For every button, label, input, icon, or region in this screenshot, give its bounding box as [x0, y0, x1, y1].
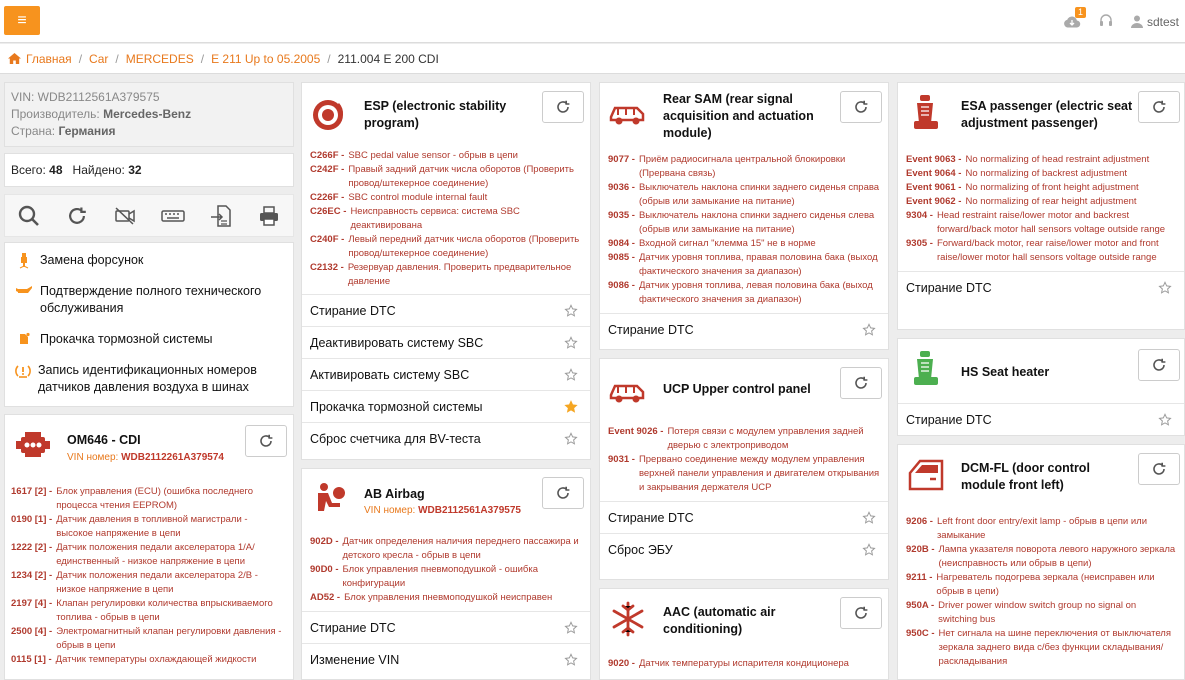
search-icon — [17, 204, 41, 228]
action-item[interactable] — [302, 294, 590, 326]
home-icon — [8, 53, 21, 64]
ecu-card-aac — [599, 588, 889, 680]
dtc-description: Датчик положения педали акселератора 2/В - низкое напряжение в цепи — [56, 570, 258, 595]
dtc-row — [906, 237, 1176, 265]
import-file-icon — [210, 204, 232, 228]
dtc-row — [608, 251, 880, 279]
snowflake-icon — [608, 599, 648, 639]
ecu-title: DCM-FL (door control module front left) — [961, 461, 1090, 492]
dtc-row — [11, 653, 285, 667]
oil-can-icon — [15, 283, 33, 296]
action-list — [302, 611, 590, 675]
import-button[interactable] — [205, 200, 237, 232]
star-icon[interactable] — [564, 304, 578, 318]
breadcrumb-current: 211.004 E 200 CDI — [337, 51, 439, 66]
star-icon[interactable] — [564, 368, 578, 382]
dtc-description: Driver power window switch group no signal on switching bus — [938, 600, 1137, 625]
action-label: Стирание DTC — [906, 280, 992, 295]
breadcrumb-brand[interactable]: MERCEDES — [125, 51, 194, 66]
dtc-list — [302, 529, 590, 611]
dtc-description: Forward/back motor, rear raise/lower motor and front raise/lower motor hall sensors voltage outside range — [936, 238, 1159, 263]
dtc-code: C240F - — [310, 234, 345, 245]
top-bar — [0, 0, 1185, 43]
dtc-description: Датчик давления в топливной магистрали - высокое напряжение в цепи — [56, 514, 248, 539]
ecu-vin: VIN номер: WDB2112561A379575 — [364, 505, 521, 516]
found-count: 32 — [128, 163, 142, 177]
refresh-all-button[interactable] — [61, 200, 93, 232]
dtc-description: SBC pedal value sensor - обрыв в цепи — [348, 150, 518, 161]
dtc-code: 9084 - — [608, 238, 635, 249]
dtc-row — [608, 237, 880, 251]
dtc-code: AD52 - — [310, 592, 341, 603]
dtc-description: Датчик положения педали акселератора 1/А/ единственный - низкое напряжение в цепи — [56, 542, 255, 567]
dtc-code: C26EC - — [310, 206, 347, 217]
action-label: Сброс ЭБУ — [608, 542, 673, 557]
ecu-title: UCP Upper control panel — [663, 382, 811, 396]
print-button[interactable] — [253, 200, 285, 232]
dtc-description: Блок управления пневмоподушкой неисправен — [344, 592, 553, 603]
refresh-button[interactable] — [245, 425, 287, 457]
action-item[interactable] — [600, 501, 888, 533]
dtc-list — [898, 147, 1184, 271]
dtc-row — [906, 515, 1176, 543]
dtc-description: Блок управления (ECU) (ошибка последнего процесса чтения EEPROM) — [56, 486, 254, 511]
ecu-title: ESA passenger (electric seat adjustment passenger) — [961, 99, 1133, 130]
car-door-icon — [906, 455, 946, 495]
action-list — [600, 313, 888, 345]
dtc-row — [608, 453, 880, 495]
dtc-description: Лампа указателя поворота левого наружного зеркала (неисправность или обрыв в цепи) — [938, 544, 1176, 569]
dtc-description: Датчик температуры испарителя кондиционера — [638, 658, 849, 669]
dtc-description: Левый передний датчик числа оборотов (Проверить провод/штекерное соединение) — [348, 234, 580, 259]
action-item[interactable] — [600, 313, 888, 345]
dtc-code: 950A - — [906, 600, 935, 611]
dtc-code: 9020 - — [608, 658, 635, 669]
action-list — [302, 294, 590, 454]
dtc-code: 9085 - — [608, 252, 635, 263]
dtc-row — [11, 569, 285, 597]
action-item[interactable] — [898, 271, 1184, 303]
dtc-row — [310, 535, 582, 563]
dtc-code: C242F - — [310, 164, 345, 175]
action-item[interactable] — [302, 643, 590, 675]
user-icon — [1131, 15, 1143, 28]
cloud-download-button[interactable] — [1063, 6, 1083, 29]
dtc-description: Датчик уровня топлива, левая половина бака (выход фактического значения за диапазон) — [638, 280, 873, 305]
dtc-row — [608, 209, 880, 237]
action-label: Прокачка тормозной системы — [310, 399, 483, 414]
ecu-title: Rear SAM (rear signal acquisition and actuation module) — [663, 92, 814, 140]
dtc-code: 9035 - — [608, 210, 635, 221]
dtc-row — [310, 149, 582, 163]
dtc-row — [906, 571, 1176, 599]
ecu-title: AB Airbag — [364, 487, 425, 501]
action-item[interactable] — [898, 403, 1184, 435]
dtc-code: 0115 [1] - — [11, 654, 52, 665]
refresh-button[interactable] — [1138, 91, 1180, 123]
dtc-code: 9031 - — [608, 454, 635, 465]
ecu-card-ucp — [599, 358, 889, 580]
dtc-row — [11, 513, 285, 541]
count-panel — [4, 153, 294, 187]
dtc-description: Электромагнитный клапан регулировки давления - обрыв в цепи — [56, 626, 282, 651]
dtc-description: Приём радиосигнала центральной блокировки (Прервана связь) — [638, 154, 846, 179]
breadcrumb-model[interactable]: E 211 Up to 05.2005 — [211, 51, 321, 66]
procedure-item-injectors[interactable] — [5, 245, 293, 276]
refresh-button[interactable] — [542, 91, 584, 123]
star-filled-icon[interactable] — [564, 400, 578, 414]
procedures-panel — [4, 242, 294, 407]
action-item[interactable] — [302, 390, 590, 422]
action-label: Деактивировать систему SBC — [310, 335, 484, 350]
procedure-label: Прокачка тормозной системы — [40, 332, 213, 346]
refresh-button[interactable] — [1138, 349, 1180, 381]
dtc-row — [906, 209, 1176, 237]
dtc-code: 950C - — [906, 628, 935, 639]
airbag-icon — [310, 479, 350, 519]
action-label: Стирание DTC — [310, 620, 396, 635]
dtc-description: Left front door entry/exit lamp - обрыв в цепи или замыкание — [936, 516, 1148, 541]
refresh-icon — [1151, 461, 1167, 477]
dtc-code: Event 9064 - — [906, 168, 962, 179]
action-item[interactable] — [302, 422, 590, 454]
seat-heater-icon — [906, 349, 946, 389]
breadcrumb: Главная / Car / MERCEDES / E 211 Up to 05.2005 / 211.004 E 200 CDI — [0, 44, 1185, 74]
dtc-code: C2132 - — [310, 262, 344, 273]
action-list — [898, 403, 1184, 435]
dtc-code: 1617 [2] - — [11, 486, 53, 497]
action-list — [898, 271, 1184, 303]
dtc-code: 9305 - — [906, 238, 933, 249]
support-button[interactable] — [1099, 13, 1113, 30]
camera-off-button[interactable] — [109, 200, 141, 232]
dtc-code: 9086 - — [608, 280, 635, 291]
dtc-code: C266F - — [310, 150, 345, 161]
star-icon[interactable] — [1158, 281, 1172, 295]
menu-button[interactable]: ≡ — [4, 6, 40, 35]
dtc-code: 9211 - — [906, 572, 933, 583]
star-icon[interactable] — [862, 511, 876, 525]
action-label: Сброс счетчика для BV-теста — [310, 431, 481, 446]
action-label: Стирание DTC — [906, 412, 992, 427]
dtc-description: Клапан регулировки количества впрыскиваемого топлива - обрыв в цепи — [56, 598, 273, 623]
procedure-label: Подтверждение полного технического обслуживания — [40, 284, 262, 315]
user-name: sdtest — [1146, 14, 1179, 29]
ecu-title: OM646 - CDI — [67, 433, 141, 447]
dtc-description: Head restraint raise/lower motor and backrest forward/back motor hall sensors voltage outside range — [936, 210, 1166, 235]
ecu-card-airbag — [301, 468, 591, 680]
dtc-description: No normalizing of head restraint adjustment — [965, 154, 1150, 165]
dtc-description: No normalizing of front height adjustment — [965, 182, 1139, 193]
dtc-row — [906, 599, 1176, 627]
star-icon[interactable] — [564, 432, 578, 446]
dtc-code: 0190 [1] - — [11, 514, 53, 525]
refresh-button[interactable] — [840, 91, 882, 123]
dtc-code: 9206 - — [906, 516, 933, 527]
dtc-description: No normalizing of backrest adjustment — [965, 168, 1128, 179]
ecu-card-hs — [897, 338, 1185, 436]
top-right-controls — [1063, 0, 1179, 43]
ecu-title: ESP (electronic stability program) — [364, 99, 507, 130]
car-icon — [608, 93, 648, 133]
refresh-button[interactable] — [840, 597, 882, 629]
action-label: Стирание DTC — [608, 510, 694, 525]
ecu-vin: VIN номер: WDB2112261A379574 — [67, 452, 224, 463]
dtc-description: Датчик температуры охлаждающей жидкости — [55, 654, 257, 665]
star-icon[interactable] — [862, 323, 876, 337]
dtc-row — [906, 627, 1176, 669]
refresh-icon — [555, 99, 571, 115]
action-label: Стирание DTC — [608, 322, 694, 337]
ecu-title: HS Seat heater — [961, 365, 1050, 379]
ecu-card-rear-sam — [599, 82, 889, 350]
injector-icon — [15, 252, 33, 269]
dtc-code: Event 9062 - — [906, 196, 962, 207]
dtc-row — [310, 191, 582, 205]
dtc-list — [600, 649, 888, 671]
procedure-label: Запись идентификационных номеров датчиков давления воздуха в шинах — [38, 363, 257, 394]
dtc-description: Прервано соединение между модулем управления верхней панели управления и двигателем открывания и закрывания держателя UCP — [638, 454, 880, 493]
action-label: Изменение VIN — [310, 652, 400, 667]
car-icon — [608, 371, 648, 411]
action-list — [600, 501, 888, 565]
keyboard-button[interactable] — [157, 200, 189, 232]
star-icon[interactable] — [862, 543, 876, 557]
dtc-code: 1234 [2] - — [11, 570, 53, 581]
print-icon — [258, 205, 280, 227]
dtc-row — [310, 591, 582, 605]
seat-icon — [906, 93, 946, 133]
producer-line: Производитель: Mercedes-Benz — [11, 107, 192, 121]
keyboard-icon — [161, 208, 185, 224]
dtc-description: Правый задний датчик числа оборотов (Проверить провод/штекерное соединение) — [348, 164, 574, 189]
dtc-list — [600, 419, 888, 501]
dtc-description: Неисправность сервиса: система SBC деактивирована — [350, 206, 520, 231]
dtc-description: Выключатель наклона спинки заднего сиденья справа (обрыв или замыкание на питание) — [638, 182, 880, 207]
dtc-row — [906, 181, 1176, 195]
refresh-icon — [853, 375, 869, 391]
dtc-row — [310, 563, 582, 591]
dtc-code: 902D - — [310, 536, 339, 547]
dtc-row — [310, 261, 582, 289]
dtc-description: Потеря связи с модулем управления задней дверью с электроприводом — [667, 426, 864, 451]
dtc-code: 9077 - — [608, 154, 635, 165]
dtc-description: Блок управления пневмоподушкой - ошибка конфигурации — [342, 564, 538, 589]
dtc-row — [11, 541, 285, 569]
action-label: Стирание DTC — [310, 303, 396, 318]
dtc-description: Входной сигнал "клемма 15" не в норме — [638, 238, 816, 249]
refresh-button[interactable] — [1138, 453, 1180, 485]
dtc-description: Резервуар давления. Проверить предварительное давление — [347, 262, 572, 287]
procedure-item-tpms[interactable] — [5, 355, 293, 403]
dtc-list — [5, 471, 293, 667]
action-item[interactable] — [600, 533, 888, 565]
vehicle-info-panel — [4, 82, 294, 147]
user-menu[interactable] — [1131, 15, 1179, 29]
dtc-description: SBC control module internal fault — [348, 192, 488, 203]
dtc-list — [898, 509, 1184, 669]
star-icon[interactable] — [1158, 413, 1172, 427]
total-count: 48 — [49, 163, 63, 177]
star-icon[interactable] — [564, 621, 578, 635]
dtc-row — [11, 597, 285, 625]
dtc-code: 2500 [4] - — [11, 626, 53, 637]
dtc-list — [600, 147, 888, 313]
dtc-code: 920B - — [906, 544, 935, 555]
star-icon[interactable] — [564, 653, 578, 667]
dtc-row — [906, 167, 1176, 181]
brake-disc-icon — [310, 95, 350, 135]
notification-badge: 1 — [1075, 7, 1086, 18]
dtc-list — [302, 147, 590, 294]
dtc-row — [11, 625, 285, 653]
ecu-title: AAC (automatic air conditioning) — [663, 605, 776, 636]
action-item[interactable] — [302, 611, 590, 643]
dtc-row — [310, 163, 582, 191]
ecu-card-esp — [301, 82, 591, 460]
refresh-icon — [1151, 99, 1167, 115]
search-button[interactable] — [13, 200, 45, 232]
breadcrumb-home[interactable]: Главная — [26, 51, 72, 66]
star-icon[interactable] — [564, 336, 578, 350]
no-video-icon — [113, 206, 137, 226]
action-item[interactable] — [302, 326, 590, 358]
dtc-code: 90D0 - — [310, 564, 339, 575]
vin-text: VIN: WDB2112561A379575 — [11, 90, 160, 104]
refresh-icon — [555, 485, 571, 501]
refresh-icon — [853, 605, 869, 621]
headphones-icon — [1099, 13, 1113, 27]
breadcrumb-car[interactable]: Car — [89, 51, 109, 66]
dtc-description: Нет сигнала на шине переключения от выключателя зеркала заднего вида с/без функции складывания/раскладывания — [938, 628, 1171, 667]
country-line: Страна: Германия — [11, 124, 116, 138]
procedure-label: Замена форсунок — [40, 253, 144, 267]
ecu-card-esa-passenger — [897, 82, 1185, 330]
dtc-code: 2197 [4] - — [11, 598, 53, 609]
ecu-card-engine — [4, 414, 294, 680]
tire-pressure-icon — [15, 362, 31, 379]
procedure-item-maintenance[interactable] — [5, 276, 293, 324]
action-label: Активировать систему SBC — [310, 367, 470, 382]
dtc-description: Датчик определения наличия переднего пассажира и детского кресла - обрыв в цепи — [342, 536, 579, 561]
refresh-button[interactable] — [542, 477, 584, 509]
dtc-description: Датчик уровня топлива, правая половина бака (выход фактического значения за диапазон) — [638, 252, 878, 277]
engine-icon — [13, 425, 53, 465]
procedure-item-brake-bleed[interactable] — [5, 324, 293, 355]
action-item[interactable] — [302, 358, 590, 390]
dtc-code: 9304 - — [906, 210, 933, 221]
dtc-row — [608, 279, 880, 307]
totals: Всего: 48 Найдено: 32 — [11, 163, 142, 177]
refresh-icon — [1151, 357, 1167, 373]
ecu-card-dcm-fl — [897, 444, 1185, 680]
refresh-icon — [66, 205, 88, 227]
dtc-row — [310, 233, 582, 261]
toolbar — [4, 194, 294, 237]
brake-fluid-icon — [15, 331, 33, 346]
dtc-row — [608, 425, 880, 453]
refresh-icon — [258, 433, 274, 449]
dtc-description: Выключатель наклона спинки заднего сиденья слева (обрыв или замыкание на питание) — [638, 210, 875, 235]
dtc-code: Event 9063 - — [906, 154, 962, 165]
dtc-code: 9036 - — [608, 182, 635, 193]
refresh-button[interactable] — [840, 367, 882, 399]
dtc-row — [906, 153, 1176, 167]
dtc-row — [608, 181, 880, 209]
refresh-icon — [853, 99, 869, 115]
dtc-code: Event 9061 - — [906, 182, 962, 193]
dtc-code: Event 9026 - — [608, 426, 664, 437]
dtc-row — [310, 205, 582, 233]
dtc-row — [906, 543, 1176, 571]
dtc-row — [906, 195, 1176, 209]
dtc-description: Нагреватель подогрева зеркала (неисправен или обрыв в цепи) — [936, 572, 1155, 597]
dtc-row — [608, 153, 880, 181]
dtc-row — [608, 657, 880, 671]
dtc-code: C226F - — [310, 192, 345, 203]
dtc-description: No normalizing of rear height adjustment — [965, 196, 1137, 207]
dtc-code: 1222 [2] - — [11, 542, 53, 553]
dtc-row — [11, 485, 285, 513]
